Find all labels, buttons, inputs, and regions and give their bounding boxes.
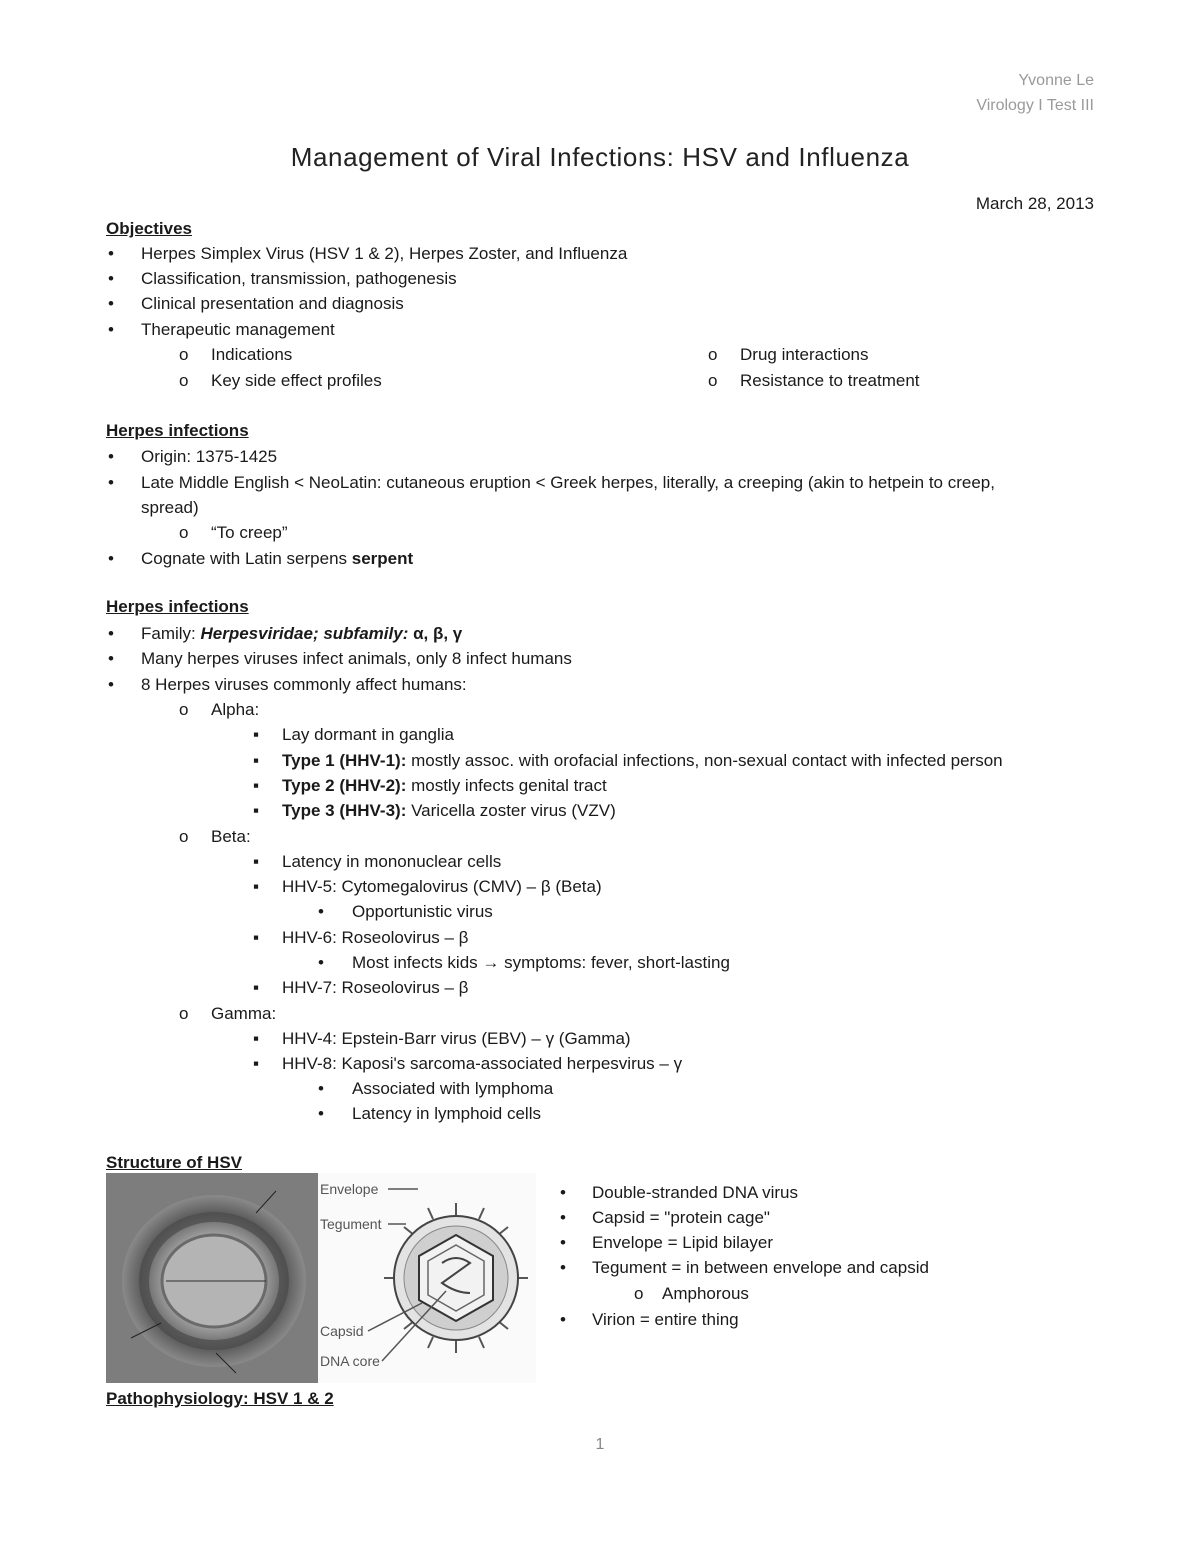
bullet-icon bbox=[318, 1103, 324, 1125]
label-envelope: Envelope bbox=[320, 1181, 379, 1197]
list-item: Envelope = Lipid bilayer bbox=[592, 1233, 773, 1252]
bullet-icon bbox=[560, 1182, 566, 1204]
list-item: Tegument = in between envelope and capsid bbox=[592, 1258, 929, 1277]
list-item: “To creep” bbox=[211, 523, 288, 542]
square-bullet-icon bbox=[253, 876, 259, 898]
list-item: HHV-7: Roseolovirus – β bbox=[282, 978, 469, 997]
list-item: Double-stranded DNA virus bbox=[592, 1183, 798, 1202]
family-label: Family: bbox=[141, 624, 201, 643]
bullet-icon bbox=[108, 548, 114, 570]
list-item: Latency in lymphoid cells bbox=[352, 1104, 541, 1123]
type-label: Type 2 (HHV-2): bbox=[282, 776, 407, 795]
square-bullet-icon bbox=[253, 1053, 259, 1075]
label-tegument: Tegument bbox=[320, 1216, 382, 1232]
list-item: Therapeutic management bbox=[141, 320, 335, 339]
pathophysiology-heading: Pathophysiology: HSV 1 & 2 bbox=[106, 1389, 334, 1408]
list-item: Clinical presentation and diagnosis bbox=[141, 294, 404, 313]
square-bullet-icon bbox=[253, 1028, 259, 1050]
list-item: HHV-4: Epstein-Barr virus (EBV) – γ (Gamma) bbox=[282, 1029, 631, 1048]
list-item bbox=[282, 800, 616, 822]
list-item: Indications bbox=[211, 345, 293, 364]
list-item: Beta: bbox=[211, 827, 251, 846]
circle-bullet-icon bbox=[179, 370, 188, 392]
hsv-structure-figure bbox=[106, 1173, 536, 1383]
bullet-icon bbox=[108, 243, 114, 265]
square-bullet-icon bbox=[253, 977, 259, 999]
circle-bullet-icon bbox=[708, 344, 717, 366]
list-item: 8 Herpes viruses commonly affect humans: bbox=[141, 675, 467, 694]
list-item: Virion = entire thing bbox=[592, 1310, 739, 1329]
bullet-icon bbox=[108, 446, 114, 468]
bullet-icon bbox=[108, 623, 114, 645]
hsv-structure-illustration bbox=[106, 1173, 536, 1383]
list-item: Herpes Simplex Virus (HSV 1 & 2), Herpes Zoster, and Influenza bbox=[141, 244, 628, 263]
list-item: Origin: 1375-1425 bbox=[141, 447, 278, 466]
document-date: March 28, 2013 bbox=[975, 194, 1094, 213]
cognate-text: Cognate with Latin serpens bbox=[141, 549, 352, 568]
bullet-icon bbox=[560, 1257, 566, 1279]
bullet-icon bbox=[560, 1232, 566, 1254]
list-item bbox=[141, 623, 462, 645]
type-desc: Varicella zoster virus (VZV) bbox=[406, 801, 616, 820]
list-item: Resistance to treatment bbox=[740, 371, 920, 390]
bullet-icon bbox=[108, 268, 114, 290]
cognate-bold: serpent bbox=[351, 549, 414, 568]
square-bullet-icon bbox=[253, 927, 259, 949]
page-title: Management of Viral Infections: HSV and Influenza bbox=[290, 142, 910, 172]
list-item: Alpha: bbox=[211, 700, 260, 719]
list-item: Associated with lymphoma bbox=[352, 1079, 554, 1098]
list-item bbox=[141, 548, 413, 570]
list-item: Most infects kids → symptoms: fever, short-lasting bbox=[352, 953, 730, 972]
bullet-icon bbox=[318, 1078, 324, 1100]
page-number: 1 bbox=[595, 1436, 605, 1453]
header-course: Virology I Test III bbox=[976, 97, 1094, 114]
header-author: Yvonne Le bbox=[1018, 72, 1094, 89]
bullet-icon bbox=[318, 901, 324, 923]
label-capsid: Capsid bbox=[320, 1323, 364, 1339]
bullet-icon bbox=[108, 293, 114, 315]
list-item: Drug interactions bbox=[740, 345, 869, 364]
circle-bullet-icon bbox=[179, 1003, 188, 1025]
family-name: Herpesviridae; subfamily: bbox=[200, 624, 414, 643]
bullet-icon bbox=[108, 472, 114, 494]
bullet-icon bbox=[108, 674, 114, 696]
circle-bullet-icon bbox=[708, 370, 717, 392]
square-bullet-icon bbox=[253, 724, 259, 746]
list-item: HHV-5: Cytomegalovirus (CMV) – β (Beta) bbox=[282, 877, 602, 896]
square-bullet-icon bbox=[253, 750, 259, 772]
list-item: Classification, transmission, pathogenesis bbox=[141, 269, 457, 288]
objectives-heading: Objectives bbox=[106, 219, 192, 238]
list-item: HHV-8: Kaposi's sarcoma-associated herpesvirus – γ bbox=[282, 1054, 683, 1073]
circle-bullet-icon bbox=[179, 826, 188, 848]
circle-bullet-icon bbox=[179, 344, 188, 366]
circle-bullet-icon bbox=[179, 699, 188, 721]
list-item: Capsid = "protein cage" bbox=[592, 1208, 770, 1227]
type-desc: mostly infects genital tract bbox=[406, 776, 607, 795]
list-item: Key side effect profiles bbox=[211, 371, 382, 390]
type-desc: mostly assoc. with orofacial infections, non-sexual contact with infected person bbox=[406, 751, 1003, 770]
type-label: Type 3 (HHV-3): bbox=[282, 801, 407, 820]
square-bullet-icon bbox=[253, 800, 259, 822]
list-item: Many herpes viruses infect animals, only 8 infect humans bbox=[141, 649, 572, 668]
list-item-continuation: spread) bbox=[141, 498, 199, 517]
bullet-icon bbox=[108, 648, 114, 670]
bullet-icon bbox=[318, 952, 324, 974]
circle-bullet-icon bbox=[179, 522, 188, 544]
list-item: Latency in mononuclear cells bbox=[282, 852, 502, 871]
list-item: Gamma: bbox=[211, 1004, 277, 1023]
structure-heading: Structure of HSV bbox=[106, 1153, 243, 1172]
list-item: Opportunistic virus bbox=[352, 902, 493, 921]
family-greek: α, β, γ bbox=[413, 624, 463, 643]
list-item: Lay dormant in ganglia bbox=[282, 725, 455, 744]
square-bullet-icon bbox=[253, 851, 259, 873]
type-label: Type 1 (HHV-1): bbox=[282, 751, 407, 770]
list-item bbox=[282, 775, 607, 797]
list-item: HHV-6: Roseolovirus – β bbox=[282, 928, 469, 947]
bullet-icon bbox=[560, 1309, 566, 1331]
square-bullet-icon bbox=[253, 775, 259, 797]
herpes-infections-heading: Herpes infections bbox=[106, 421, 249, 440]
list-item: Late Middle English < NeoLatin: cutaneous eruption < Greek herpes, literally, a creeping (akin to hetpein to creep, bbox=[141, 473, 995, 492]
label-dna-core: DNA core bbox=[320, 1353, 380, 1369]
list-item: Amphorous bbox=[662, 1284, 749, 1303]
circle-bullet-icon bbox=[634, 1283, 643, 1305]
list-item bbox=[282, 750, 1003, 772]
bullet-icon bbox=[560, 1207, 566, 1229]
herpes-infections-heading-2: Herpes infections bbox=[106, 597, 249, 616]
bullet-icon bbox=[108, 319, 114, 341]
